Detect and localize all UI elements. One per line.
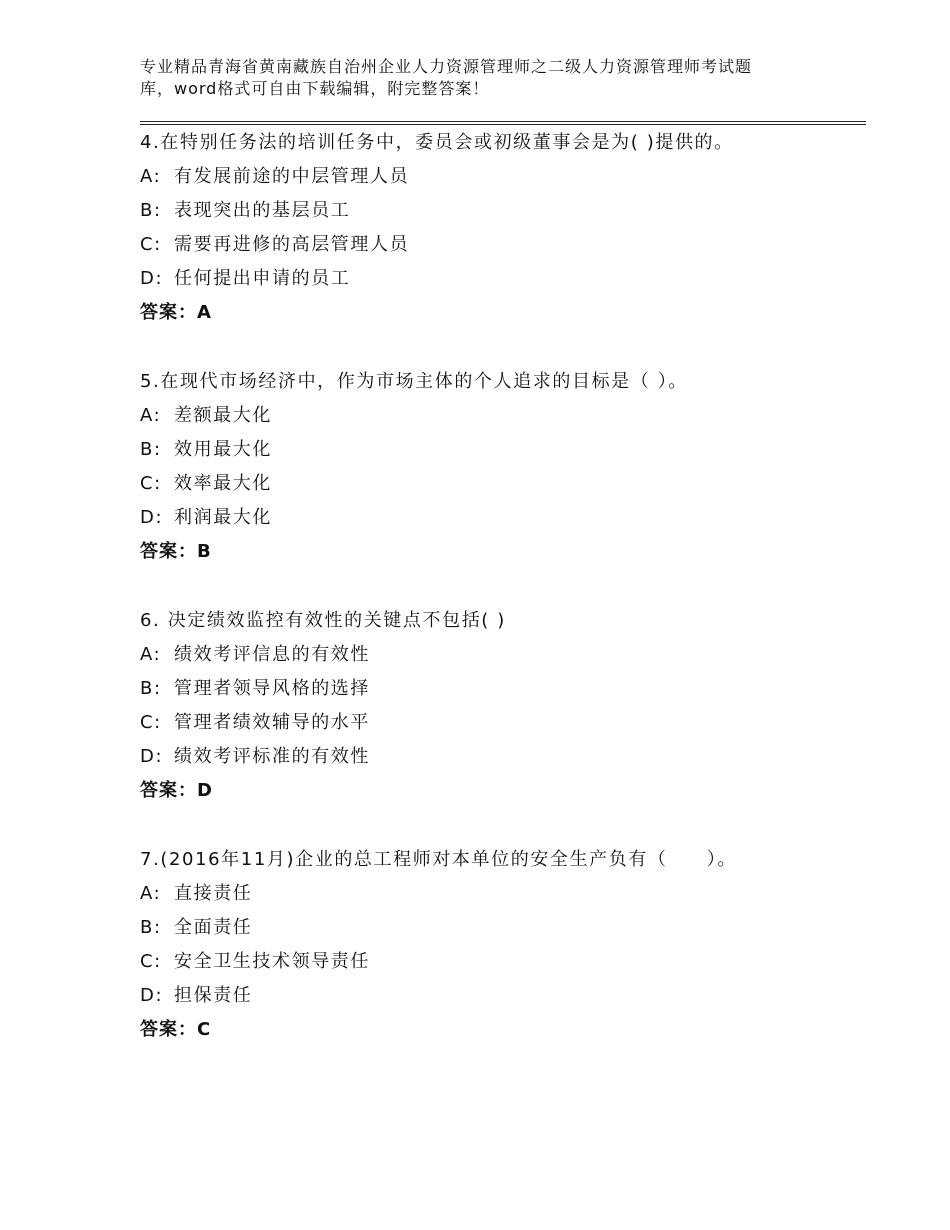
option-key: A:	[140, 644, 162, 665]
option-text: 绩效考评标准的有效性	[174, 746, 370, 767]
option-c	[140, 706, 860, 740]
option-text: 担保责任	[174, 985, 253, 1006]
header-line-2: 库，word格式可自由下载编辑，附完整答案！	[140, 79, 490, 98]
question-block	[140, 126, 860, 330]
option-key: B:	[140, 678, 162, 699]
option-d	[140, 501, 860, 535]
answer-line: 答案：C	[140, 1019, 212, 1040]
option-key: C:	[140, 712, 162, 733]
answer-line: 答案：A	[140, 302, 212, 323]
option-b	[140, 433, 860, 467]
option-key: A:	[140, 405, 162, 426]
header-rule-thin	[140, 121, 866, 122]
option-text: 需要再进修的高层管理人员	[174, 234, 410, 255]
option-key: D:	[140, 985, 164, 1006]
option-key: C:	[140, 951, 162, 972]
option-text: 安全卫生技术领导责任	[174, 951, 370, 972]
option-text: 全面责任	[174, 917, 253, 938]
answer-line: 答案：D	[140, 780, 213, 801]
option-a	[140, 399, 860, 433]
option-b	[140, 672, 860, 706]
question-block	[140, 365, 860, 569]
option-c	[140, 945, 860, 979]
answer-line: 答案：B	[140, 541, 212, 562]
option-text: 表现突出的基层员工	[174, 200, 351, 221]
option-key: A:	[140, 883, 162, 904]
option-text: 任何提出申请的员工	[174, 268, 351, 289]
option-key: C:	[140, 234, 162, 255]
question-stem: 6. 决定绩效监控有效性的关键点不包括( )	[140, 610, 506, 631]
option-text: 直接责任	[174, 883, 253, 904]
option-d	[140, 979, 860, 1013]
option-a	[140, 160, 860, 194]
option-key: D:	[140, 507, 164, 528]
option-text: 效率最大化	[174, 473, 272, 494]
option-b	[140, 911, 860, 945]
option-b	[140, 194, 860, 228]
document-header	[140, 56, 840, 100]
question-block	[140, 843, 860, 1047]
question-stem: 5.在现代市场经济中，作为市场主体的个人追求的目标是（ ）。	[140, 371, 688, 392]
option-key: B:	[140, 917, 162, 938]
option-c	[140, 467, 860, 501]
option-text: 差额最大化	[174, 405, 272, 426]
question-stem: 4.在特别任务法的培训任务中，委员会或初级董事会是为( )提供的。	[140, 132, 734, 153]
option-key: C:	[140, 473, 162, 494]
option-key: A:	[140, 166, 162, 187]
option-text: 绩效考评信息的有效性	[174, 644, 370, 665]
option-c	[140, 228, 860, 262]
option-d	[140, 740, 860, 774]
option-key: B:	[140, 200, 162, 221]
option-key: D:	[140, 268, 164, 289]
option-d	[140, 262, 860, 296]
option-text: 效用最大化	[174, 439, 272, 460]
question-stem: 7.(2016年11月)企业的总工程师对本单位的安全生产负有（ ）。	[140, 849, 737, 870]
option-text: 利润最大化	[174, 507, 272, 528]
option-a	[140, 638, 860, 672]
question-block	[140, 604, 860, 808]
header-rule-thick	[140, 124, 866, 125]
option-text: 管理者领导风格的选择	[174, 678, 370, 699]
option-text: 管理者绩效辅导的水平	[174, 712, 370, 733]
option-text: 有发展前途的中层管理人员	[174, 166, 410, 187]
header-line-1: 专业精品青海省黄南藏族自治州企业人力资源管理师之二级人力资源管理师考试题	[140, 57, 753, 76]
option-key: D:	[140, 746, 164, 767]
option-a	[140, 877, 860, 911]
option-key: B:	[140, 439, 162, 460]
